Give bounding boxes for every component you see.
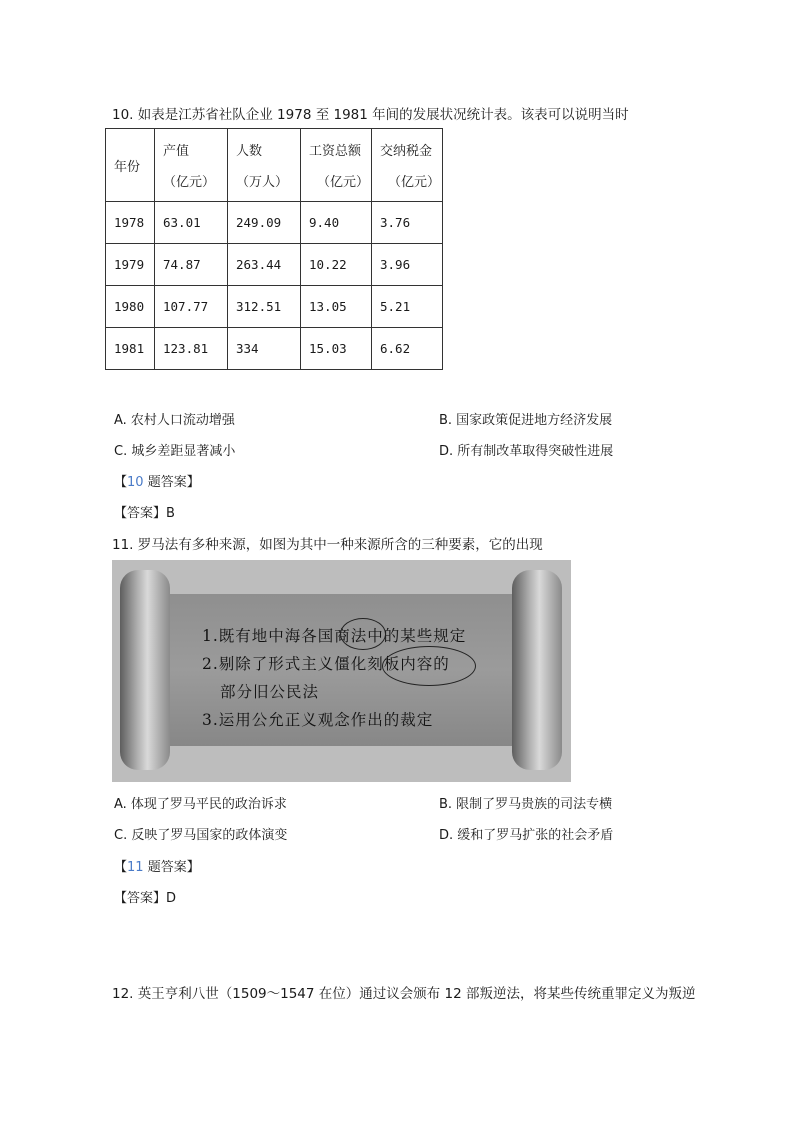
header-tax: 交纳税金 （亿元） [372,129,443,202]
table-cell: 10.22 [301,244,372,286]
table-cell: 1978 [106,202,155,244]
header-people: 人数 （万人） [228,129,301,202]
q10-option-a: A. 农村人口流动增强 [114,413,235,428]
question-12-stem: 12. 英王亨利八世（1509～1547 在位）通过议会颁布 12 部叛逆法，将某些传统重罪定义为叛逆 [112,986,696,1002]
scroll-line-4: 3.运用公允正义观念作出的裁定 [202,711,434,729]
q11-option-d: D. 缓和了罗马扩张的社会矛盾 [439,828,614,843]
table-row [106,244,443,286]
q11-answer: 【答案】D [114,891,177,906]
table-cell: 1981 [106,328,155,370]
table-cell: 249.09 [228,202,301,244]
scroll-line-3: 部分旧公民法 [220,683,320,701]
table-header-row [106,129,443,202]
table-row [106,286,443,328]
header-output: 产值 （亿元） [155,129,228,202]
table-row [106,202,443,244]
scroll-right-roll [512,570,562,770]
scroll-line-2: 2.剔除了形式主义僵化刻板内容的 [202,655,450,673]
table-cell: 123.81 [155,328,228,370]
table-cell: 5.21 [372,286,443,328]
q11-option-c: C. 反映了罗马国家的政体演变 [114,828,288,843]
table-cell: 63.01 [155,202,228,244]
table-cell: 3.76 [372,202,443,244]
scroll-line-1: 1.既有地中海各国商法中的某些规定 [202,627,467,645]
header-wages: 工资总额 （亿元） [301,129,372,202]
q11-answer-heading [114,856,200,875]
table-cell: 1979 [106,244,155,286]
question-11-stem: 11. 罗马法有多种来源，如图为其中一种来源所含的三种要素，它的出现 [112,537,543,553]
table-row [106,328,443,370]
table-cell: 312.51 [228,286,301,328]
question-10-stem: 10. 如表是江苏省社队企业 1978 至 1981 年间的发展状况统计表。该表可以说明当时 [112,107,629,123]
q11-option-a: A. 体现了罗马平民的政治诉求 [114,797,287,812]
q10-option-d: D. 所有制改革取得突破性进展 [439,444,614,459]
table-cell: 13.05 [301,286,372,328]
handwritten-circle [382,646,476,686]
q10-option-c: C. 城乡差距显著减小 [114,444,236,459]
statistics-table [105,128,443,370]
bracket-open: 【 [114,860,128,875]
table-cell: 1980 [106,286,155,328]
q10-answer-heading [114,471,200,490]
header-year: 年份 [106,129,155,202]
q10-answer: 【答案】B [114,506,175,521]
bracket-open: 【 [114,475,128,490]
question-number: 11 [127,860,144,875]
roman-law-scroll-image [112,560,571,782]
table-cell: 74.87 [155,244,228,286]
q10-option-b: B. 国家政策促进地方经济发展 [439,413,613,428]
q11-option-b: B. 限制了罗马贵族的司法专横 [439,797,613,812]
heading-suffix: 题答案】 [143,860,200,875]
table-cell: 263.44 [228,244,301,286]
scroll-left-roll [120,570,170,770]
table-cell: 3.96 [372,244,443,286]
table-cell: 9.40 [301,202,372,244]
table-cell: 334 [228,328,301,370]
question-number: 10 [127,475,144,490]
heading-suffix: 题答案】 [143,475,200,490]
handwritten-circle [340,618,386,650]
table-cell: 107.77 [155,286,228,328]
table-cell: 15.03 [301,328,372,370]
table-cell: 6.62 [372,328,443,370]
